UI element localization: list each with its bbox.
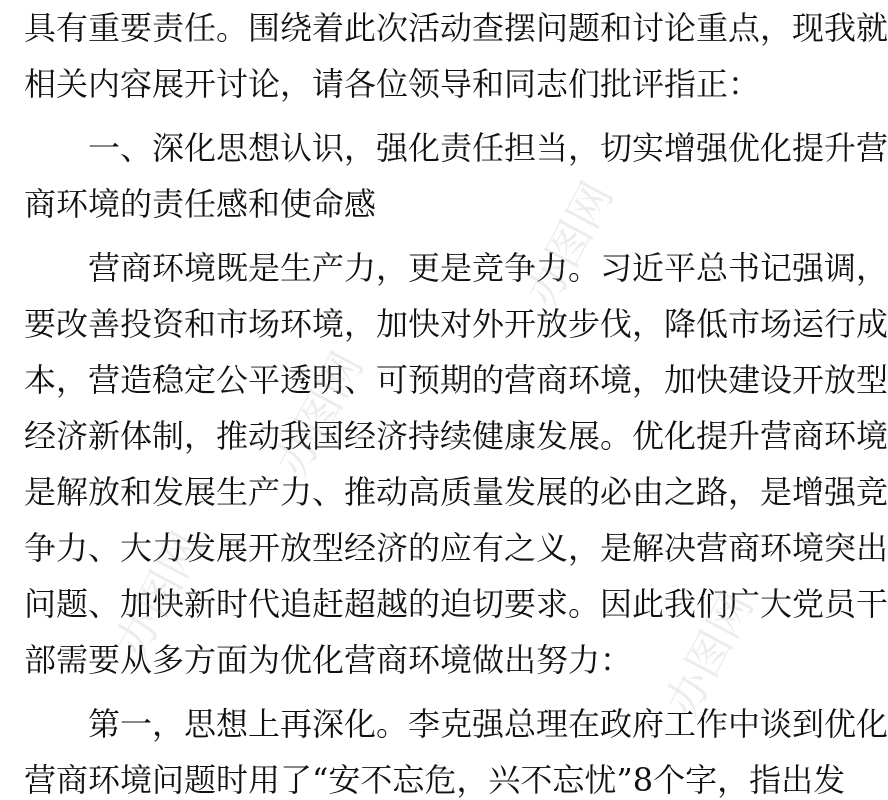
text-line-6: 要改善投资和市场环境，加快对外开放步伐，降低市场运行成: [24, 305, 888, 343]
text-line-7: 本，营造稳定公平透明、可预期的营商环境，加快建设开放型: [24, 361, 888, 399]
text-line-5: 营商环境既是生产力，更是竞争力。习近平总书记强调，: [88, 249, 888, 287]
text-line-2: 相关内容展开讨论，请各位领导和同志们批评指正：: [24, 65, 761, 103]
text-line-10: 争力、大力发展开放型经济的应有之义，是解决营商环境突出: [24, 529, 888, 567]
text-line-1: 具有重要责任。围绕着此次活动查摆问题和讨论重点，现我就: [24, 9, 888, 47]
watermark: 办图网: [106, 523, 214, 665]
section-heading-line-2: 商环境的责任感和使命感: [24, 185, 377, 223]
text-line-8: 经济新体制，推动我国经济持续健康发展。优化提升营商环境: [24, 417, 888, 455]
text-line-9: 是解放和发展生产力、推动高质量发展的必由之路，是增强竞: [24, 473, 888, 511]
watermark: 办图网: [516, 173, 624, 315]
text-line-14: 营商环境问题时用了“安不忘危，兴不忘忧”8个字，指出发: [24, 761, 846, 799]
text-line-12: 部需要从多方面为优化营商环境做出努力：: [24, 641, 633, 679]
watermark: 办图网: [266, 343, 374, 485]
text-line-13: 第一，思想上再深化。李克强总理在政府工作中谈到优化: [88, 705, 888, 743]
section-heading-line-1: 一、深化思想认识，强化责任担当，切实增强优化提升营: [88, 129, 888, 167]
text-line-11: 问题、加快新时代追赶超越的迫切要求。因此我们广大党员干: [24, 585, 888, 623]
watermark: 办图网: [656, 583, 764, 725]
